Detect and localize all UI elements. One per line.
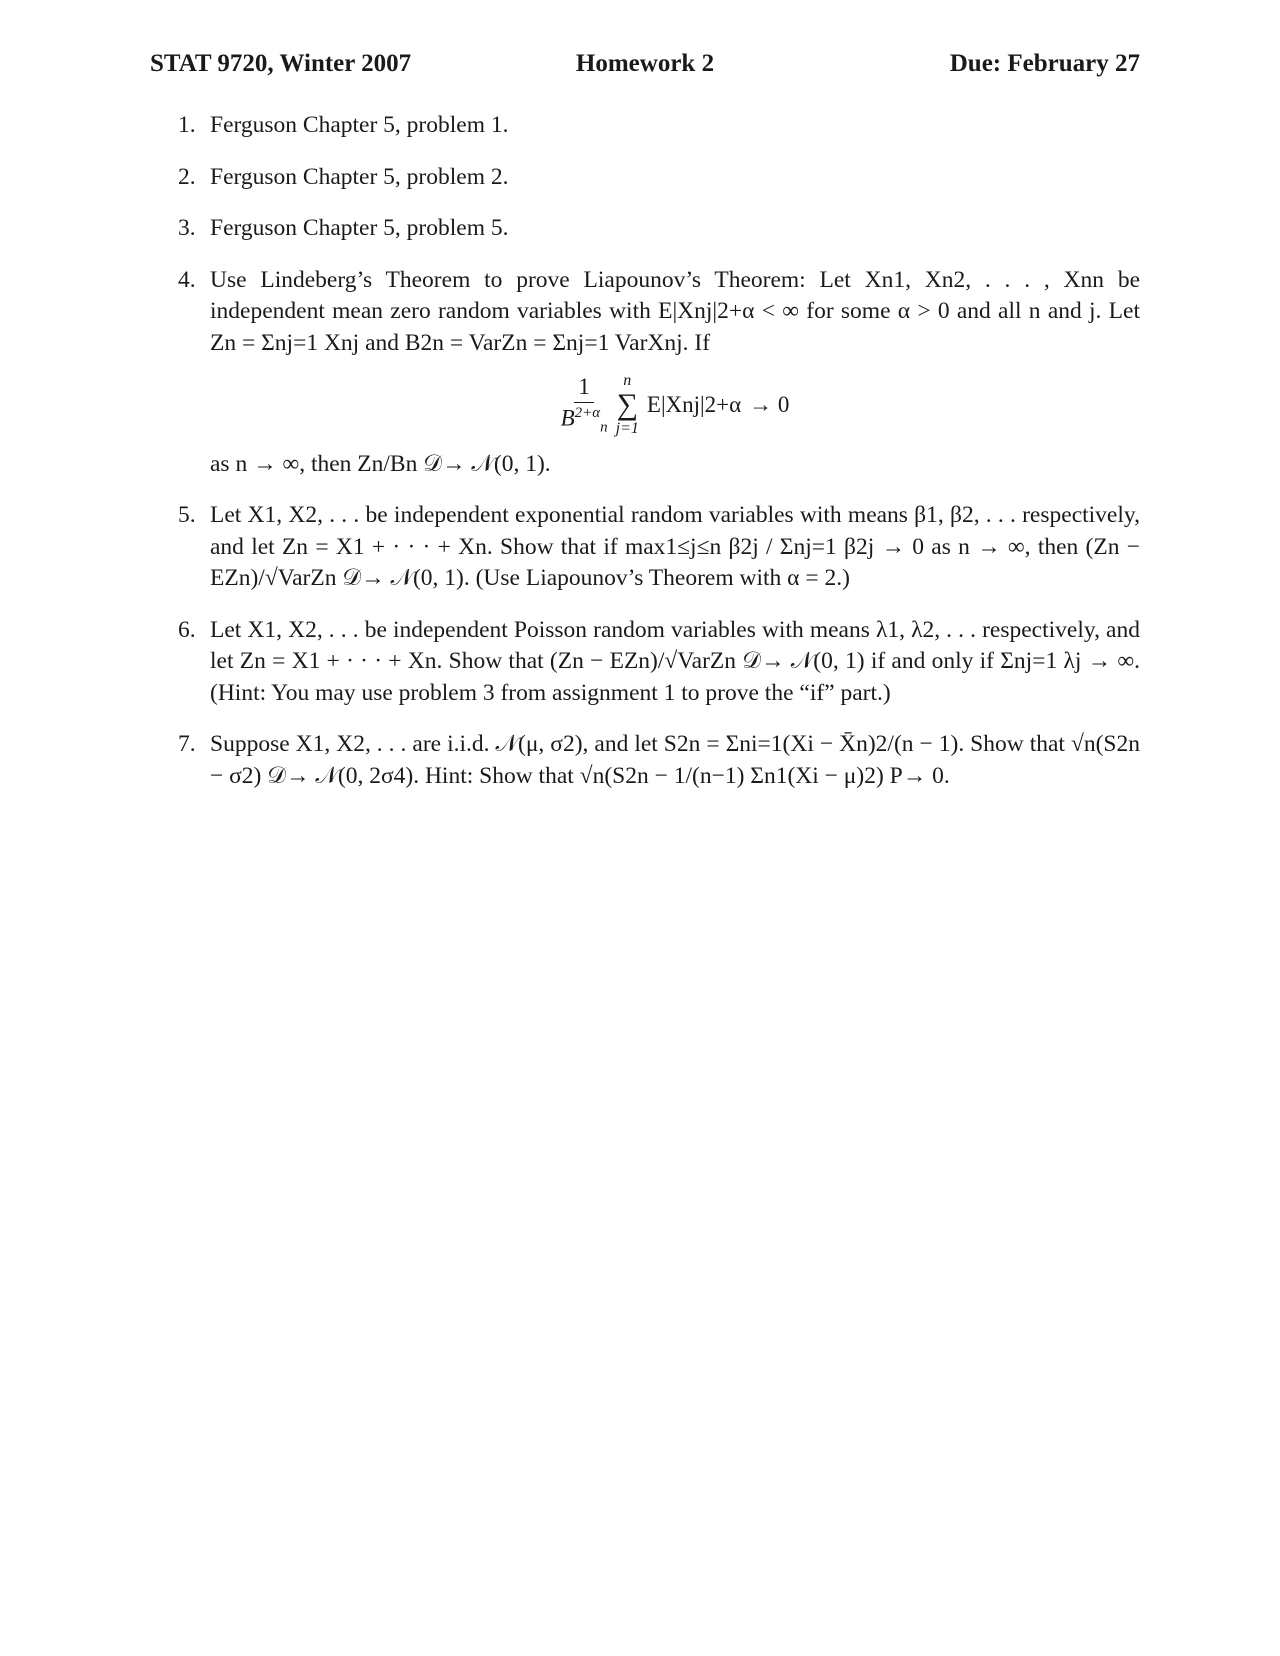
summand: E|Xnj|2+α [646,391,742,417]
limit: → 0 [749,391,790,417]
homework-title: Homework 2 [575,50,715,77]
problem-number: 3. [178,215,196,241]
problem-3 [150,213,1140,245]
due-date: Due: February 27 [949,50,1140,77]
sum-upper: n [623,372,632,389]
fraction [561,374,608,436]
problem-number: 5. [178,502,196,528]
problem-1 [150,110,1140,142]
problem-5 [150,500,1140,595]
summation [616,373,639,437]
display-equation [210,373,1140,437]
page-header [150,50,1140,84]
problem-text: Ferguson Chapter 5, problem 1. [210,112,509,138]
problem-text: Let X1, X2, . . . be independent Poisson random variables with means λ1, λ2, . . . respectively, and let Zn = X1 + · · · + Xn. Show that (Zn − EZn)/√VarZn 𝒟→ 𝒩(0, 1) if and only if Σnj=1 λj → ∞. (Hint: You may use problem 3 from assignment 1 to prove the “if” part.) [210,616,1140,706]
fraction-numerator: 1 [574,374,594,403]
problem-number: 4. [178,266,196,293]
course-label: STAT 9720, Winter 2007 [150,50,412,77]
fraction-denominator: $B^{2+\alpha}_n$ [560,404,608,435]
problem-number: 2. [178,163,196,190]
problem-text: Suppose X1, X2, . . . are i.i.d. 𝒩(μ, σ2), and let S2n = Σni=1(Xi − X̄n)2/(n − 1). Show that √n(S2n − σ2) 𝒟→ 𝒩(0, 2σ4). Hint: Show that √n(S2n − 1/(n−1) Σn1(Xi − μ)2) P→ 0. [210,731,1140,789]
problem-number: 1. [178,112,196,138]
problem-list [150,110,1140,812]
problem-4 [150,265,1140,481]
problem-text: Ferguson Chapter 5, problem 5. [210,215,509,241]
sigma-symbol: ∑ [616,388,638,421]
problem-text: Let X1, X2, . . . be independent exponential random variables with means β1, β2, . . . respectively, and let Zn = X1 + · · · + Xn. Show that if max1≤j≤n β2j / Σnj=1 β2j → 0 as n → ∞, then (Zn − EZn)/√VarZn 𝒟→ 𝒩(0, 1). (Use Liapounov’s Theorem with α = 2.) [210,502,1140,591]
problem-text: Use Lindeberg’s Theorem to prove Liapounov’s Theorem: Let Xn1, Xn2, . . . , Xnn be independent mean zero random variables with E|Xnj|2+α < ∞ for some α > 0 and all n and j. Let Zn = Σnj=1 Xnj and B2n = VarZn = Σnj=1 VarXnj. If [210,266,1140,356]
problem-6 [150,615,1140,710]
problem-number: 7. [178,731,196,757]
problem-text-continued: as n → ∞, then Zn/Bn 𝒟→ 𝒩(0, 1). [210,450,551,477]
problem-number: 6. [178,616,196,643]
sum-lower: j=1 [615,419,639,437]
problem-2 [150,162,1140,194]
problem-text: Ferguson Chapter 5, problem 2. [210,163,509,190]
problem-7 [150,729,1140,792]
